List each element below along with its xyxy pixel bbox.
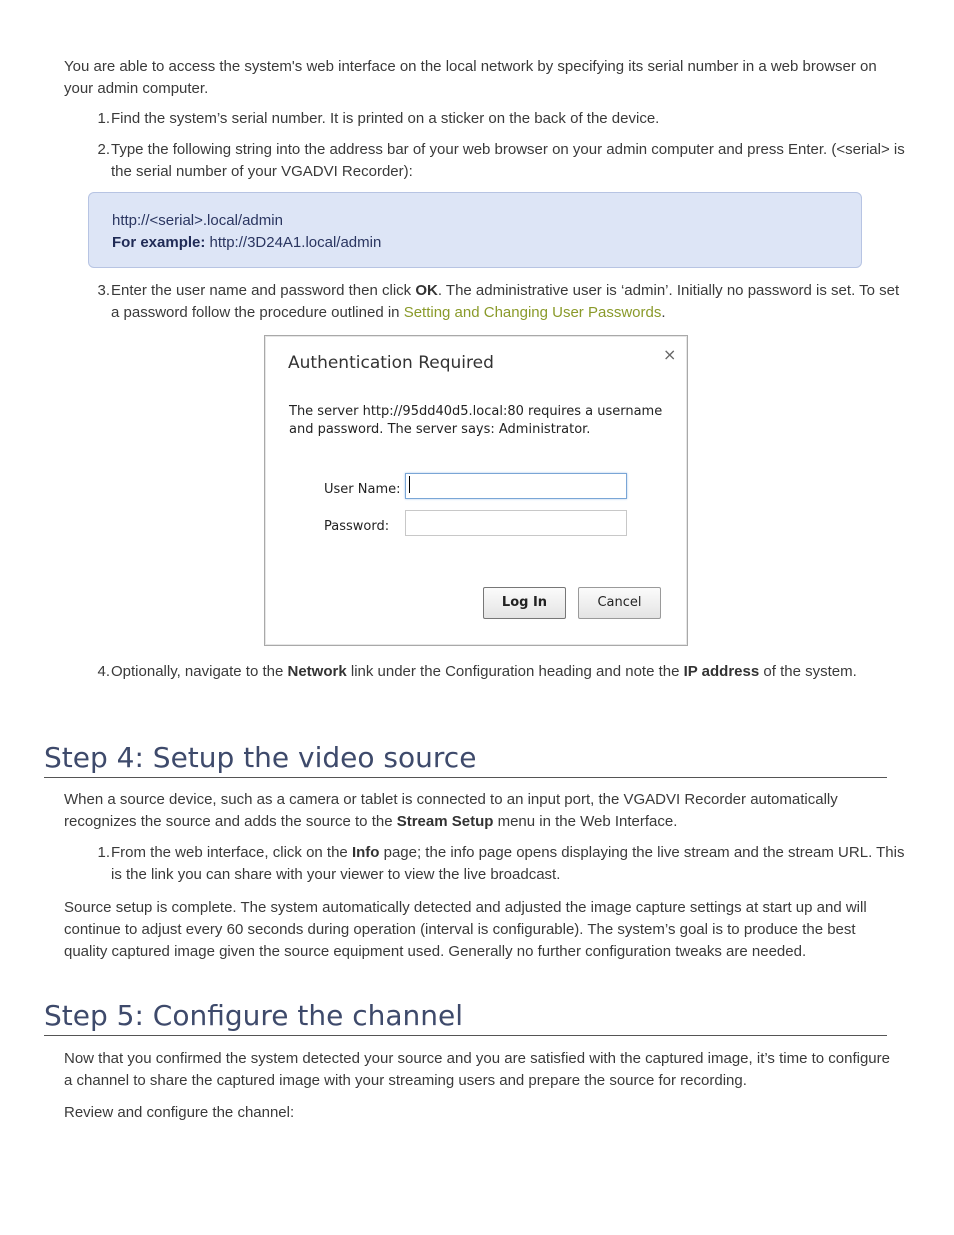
list-text bbox=[111, 280, 911, 324]
text-segment: Enter the user name and password then click bbox=[111, 282, 416, 299]
text-segment: When a source device, such as a camera or tablet is connected to an input port, the VGADVI Recorder automatically recognizes the source and adds the source to the bbox=[64, 791, 838, 830]
url-example bbox=[112, 232, 861, 254]
list-number: 4. bbox=[97, 663, 110, 680]
login-button[interactable]: Log In bbox=[483, 587, 566, 619]
password-label: Password: bbox=[324, 519, 390, 534]
step5-heading: Step 5: Configure the channel bbox=[44, 999, 887, 1036]
list-number: 3. bbox=[97, 282, 110, 299]
bold-ip-address: IP address bbox=[683, 663, 760, 680]
list-text: Find the system’s serial number. It is printed on a sticker on the back of the device. bbox=[111, 110, 660, 127]
list-text: Type the following string into the address bar of your web browser on your admin computer and press Enter. (<serial> is the serial number of your VGADVI Recorder): bbox=[111, 141, 905, 180]
list-item bbox=[86, 661, 911, 683]
list-number: 1. bbox=[97, 844, 110, 861]
passwords-link[interactable]: Setting and Changing User Passwords bbox=[403, 304, 662, 321]
list-item bbox=[86, 280, 911, 324]
text-segment: link under the Configuration heading and note the bbox=[346, 663, 684, 680]
step4-summary: Source setup is complete. The system automatically detected and adjusted the image capture settings at start up and will continue to adjust every 60 seconds during operation (interval is configurable). The system’s goal is to produce the best quality captured image given the source equipment used. Generally no further configuration tweaks are needed. bbox=[64, 899, 867, 960]
cancel-button[interactable]: Cancel bbox=[578, 587, 661, 619]
example-label: For example: bbox=[112, 234, 206, 251]
list-number: 1. bbox=[97, 110, 110, 127]
text-segment: page; the info page opens displaying the live stream and the stream URL. This is the link you can share with your viewer to view the live broadcast. bbox=[111, 844, 905, 883]
step5-paragraph: Now that you confirmed the system detected your source and you are satisfied with the captured image, it’s time to configure a channel to share the captured image with your streaming users and prepare the source for recording. bbox=[64, 1050, 890, 1089]
auth-dialog bbox=[264, 335, 688, 646]
example-value: http://3D24A1.local/admin bbox=[205, 234, 382, 251]
text-caret bbox=[409, 476, 410, 493]
close-icon[interactable]: × bbox=[663, 345, 677, 364]
text-segment: From the web interface, click on the bbox=[111, 844, 352, 861]
list-item bbox=[86, 108, 911, 130]
username-input[interactable] bbox=[405, 473, 627, 499]
text-segment: of the system. bbox=[759, 663, 857, 680]
bold-network: Network bbox=[287, 663, 347, 680]
list-item bbox=[86, 139, 911, 183]
password-input[interactable] bbox=[405, 510, 627, 536]
intro-paragraph: You are able to access the system's web interface on the local network by specifying its serial number in a web browser on your admin computer. bbox=[64, 58, 877, 97]
text-segment: Optionally, navigate to the bbox=[111, 663, 288, 680]
list-number: 2. bbox=[97, 141, 110, 158]
bold-stream-setup: Stream Setup bbox=[396, 813, 494, 830]
code-example-box bbox=[88, 192, 862, 268]
url-template: http://<serial>.local/admin bbox=[112, 212, 283, 229]
step4-paragraph bbox=[64, 789, 894, 833]
step5-review: Review and configure the channel: bbox=[64, 1104, 295, 1121]
text-segment: . bbox=[661, 304, 666, 321]
dialog-title: Authentication Required bbox=[288, 353, 494, 373]
step4-heading: Step 4: Setup the video source bbox=[44, 741, 887, 778]
text-segment: . The administrative user is ‘admin’. Initially no password is set. To set a password follow the procedure outlined in bbox=[111, 282, 900, 321]
list-item bbox=[86, 842, 911, 886]
bold-ok: OK bbox=[415, 282, 438, 299]
text-segment: menu in the Web Interface. bbox=[493, 813, 678, 830]
username-label: User Name: bbox=[324, 482, 401, 497]
list-text bbox=[111, 842, 911, 886]
dialog-message: The server http://95dd40d5.local:80 requires a username and password. The server says: Administrator. bbox=[289, 404, 663, 437]
bold-info: Info bbox=[351, 844, 380, 861]
list-text bbox=[111, 661, 911, 683]
